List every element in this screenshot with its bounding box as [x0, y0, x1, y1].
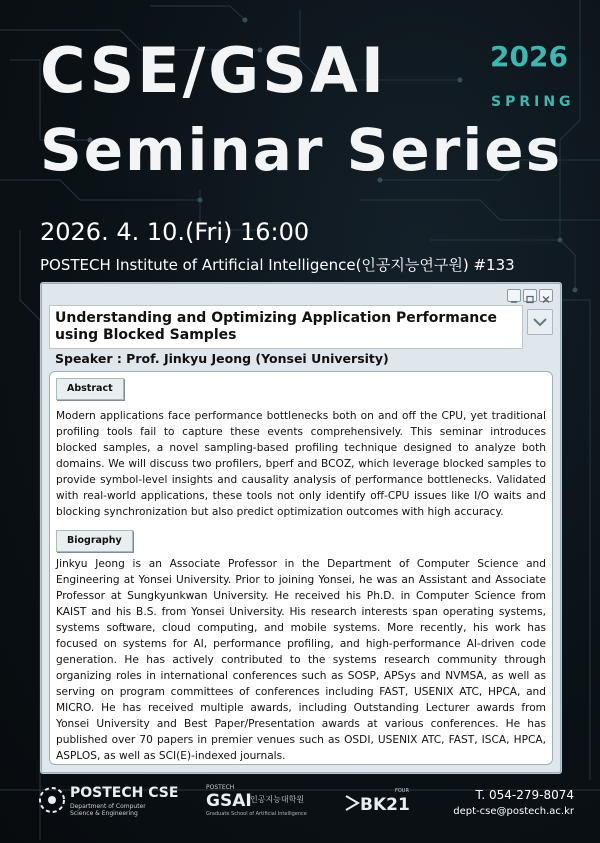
- season-label: SPRING: [491, 94, 575, 110]
- bk21-logo-icon: [344, 792, 360, 814]
- year-label: 2026: [490, 40, 568, 73]
- series-subtitle: Seminar Series: [40, 116, 563, 184]
- dropdown-button[interactable]: [527, 309, 553, 335]
- content-panel: [49, 371, 553, 765]
- abstract-tab: Abstract: [56, 378, 124, 400]
- abstract-text: Modern applications face performance bottlenecks both on and off the CPU, yet traditional profiling tools fail to capture these events comprehensively. This seminar introduces blocked samples, a novel sampling-based profiling technique designed to analyze both domains. We will discuss two profilers, bperf and BCOZ, which leverage blocked samples to provide symbol-level insights and causality analysis of performance bottlenecks. Validated with real-world applications, these tools not only identify off-CPU issues like I/O waits and blocking synchronization but also predict optimization outcomes with high accuracy.: [56, 410, 546, 518]
- gsai-korean-name: 인공지능대학원: [250, 795, 305, 804]
- contact-phone: T. 054-279-8074: [475, 788, 574, 802]
- seminar-datetime: 2026. 4. 10.(Fri) 16:00: [40, 218, 310, 246]
- gsai-logo-icon: GSAI: [206, 791, 252, 811]
- postech-logo-icon: [38, 786, 66, 814]
- series-title: CSE/GSAI: [40, 34, 387, 107]
- footer: [0, 780, 600, 843]
- contact-email[interactable]: dept-cse@postech.ac.kr: [453, 806, 574, 817]
- talk-title: Understanding and Optimizing Application Performance using Blocked Samples: [55, 310, 498, 343]
- close-icon[interactable]: [539, 289, 553, 302]
- postech-cse-name: POSTECH CSE: [70, 785, 179, 801]
- bk21-four-label: FOUR: [395, 788, 409, 794]
- gsai-prefix: POSTECH: [206, 784, 235, 791]
- seminar-window: [40, 282, 562, 774]
- postech-cse-subtitle: Department of Computer Science & Engineering: [70, 803, 146, 817]
- biography-tab: Biography: [56, 530, 133, 552]
- gsai-subtitle: Graduate School of Artificial Intelligence: [206, 811, 307, 817]
- minimize-icon[interactable]: [507, 289, 521, 302]
- maximize-icon[interactable]: [523, 289, 537, 302]
- seminar-venue: POSTECH Institute of Artificial Intelligence(인공지능연구원) #133: [40, 256, 515, 274]
- talk-title-field: [49, 305, 523, 349]
- speaker-line: Speaker : Prof. Jinkyu Jeong (Yonsei University): [55, 351, 389, 366]
- biography-text: Jinkyu Jeong is an Associate Professor in the Department of Computer Science and Engineering at Yonsei University. Prior to joining Yonsei, he was an Assistant and Associate Professor at Sungkyunkwan University. He received his Ph.D. in Computer Science from KAIST and his B.S. from Yonsei University. His research interests span operating systems, systems software, cloud computing, and mobile systems. More recently, his work has focused on systems for AI, performance profiling, and high-performance AI-driven code generation. He has actively contributed to the systems research community through organizing roles in international conferences such as SOSP, APSys and NVMSA, as well as serving on program committees of conferences including FAST, USENIX ATC, HPCA, and MICRO. He has received multiple awards, including Outstanding Lecturer awards from Yonsei University and Best Paper/Presentation awards at various conferences. He has published over 70 papers in premier venues such as OSDI, USENIX ATC, FAST, ISCA, HPCA, ASPLOS, as well as SCI(E)-indexed journals.: [56, 558, 546, 762]
- bk21-name: BK21: [360, 795, 410, 815]
- chevron-down-icon: [528, 310, 552, 334]
